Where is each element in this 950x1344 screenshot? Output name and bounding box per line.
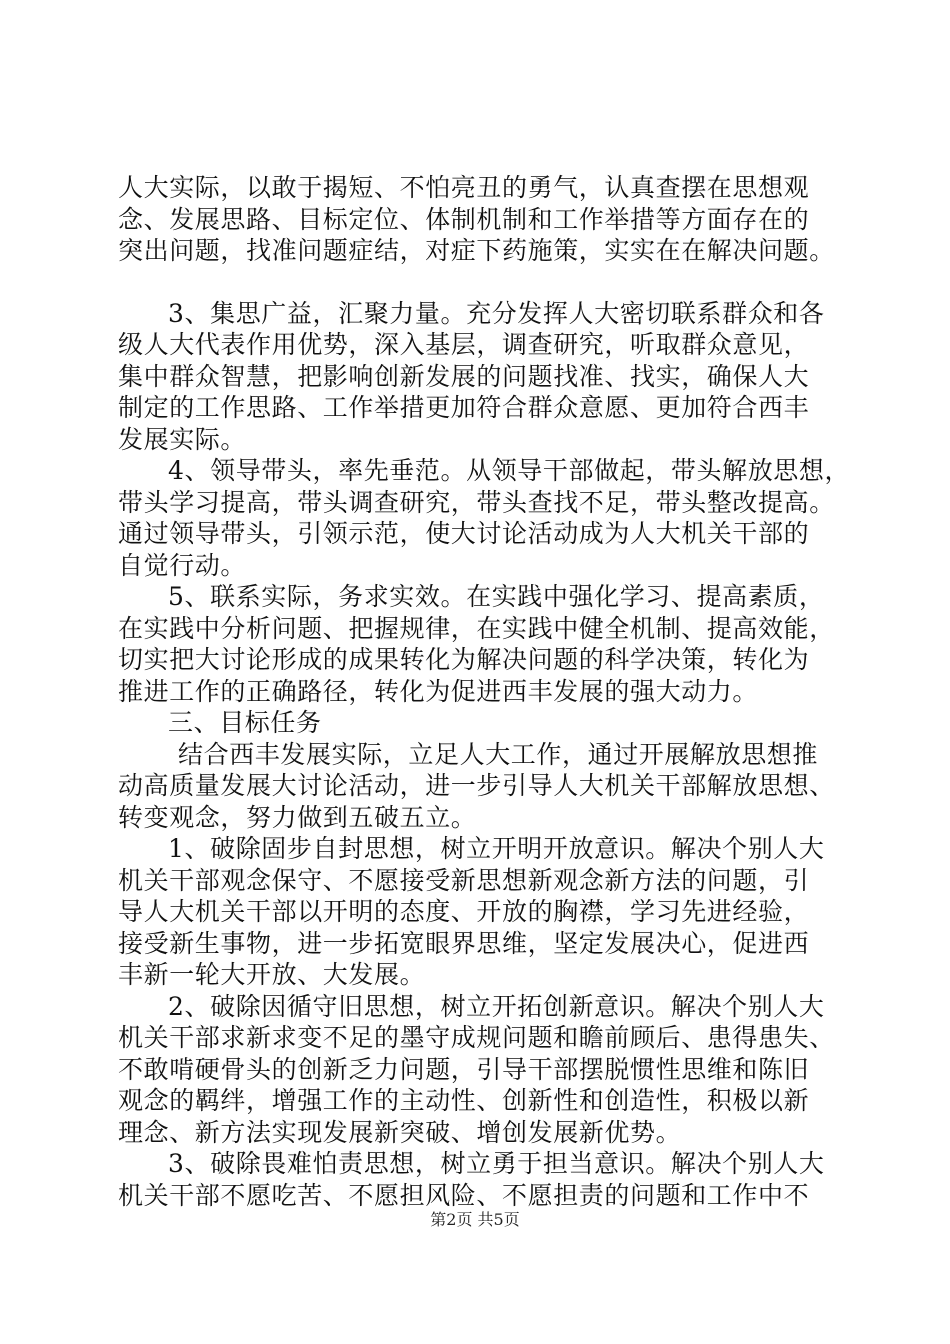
text-line: 接受新生事物，进一步拓宽眼界思维，坚定发展决心，促进西 [118,928,810,958]
text-line: 自觉行动。 [118,550,247,580]
text-line: 推进工作的正确路径，转化为促进西丰发展的强大动力。 [118,676,759,706]
text-line: 机关干部观念保守、不愿接受新思想新观念新方法的问题，引 [118,865,810,895]
text-line: 人大实际，以敢于揭短、不怕亮丑的勇气，认真查摆在思想观 [118,173,810,202]
text-line: 机关干部不愿吃苦、不愿担风险、不愿担责的问题和工作中不 [118,1180,810,1210]
text-line: 带头学习提高，带头调查研究，带头查找不足，带头整改提高。 [118,487,835,517]
text-line: 4、领导带头，率先垂范。从领导干部做起，带头解放思想， [168,456,851,485]
text-line: 观念的羁绊，增强工作的主动性、创新性和创造性，积极以新 [118,1086,810,1115]
text-line: 理念、新方法实现发展新突破、增创发展新优势。 [118,1117,682,1147]
text-line: 导人大机关干部以开明的态度、开放的胸襟，学习先进经验， [118,897,810,926]
text-line: 发展实际。 [118,424,247,454]
section-heading: 三、目标任务 [168,708,322,737]
text-line: 级人大代表作用优势，深入基层，调查研究，听取群众意见， [118,330,810,359]
text-line: 通过领导带头，引领示范，使大讨论活动成为人大机关干部的 [118,519,810,548]
text-line: 切实把大讨论形成的成果转化为解决问题的科学决策，转化为 [118,645,810,674]
text-line: 动高质量发展大讨论活动，进一步引导人大机关干部解放思想、 [118,771,835,800]
text-line: 不敢啃硬骨头的创新乏力问题，引导干部摆脱惯性思维和陈旧 [118,1054,810,1084]
paragraph-gap [118,267,858,298]
text-line: 转变观念，努力做到五破五立。 [118,802,477,832]
text-line: 丰新一轮大开放、大发展。 [118,960,426,989]
text-line: 集中群众智慧，把影响创新发展的问题找准、找实，确保人大 [118,361,810,391]
text-line: 机关干部求新求变不足的墨守成规问题和瞻前顾后、患得患失、 [118,1023,835,1052]
text-line: 突出问题，找准问题症结，对症下药施策，实实在在解决问题。 [118,236,835,265]
text-line: 3、破除畏难怕责思想，树立勇于担当意识。解决个别人大 [168,1149,825,1178]
text-line: 3、集思广益，汇聚力量。充分发挥人大密切联系群众和各 [168,298,825,328]
page-number-footer: 第2页 共5页 [430,1210,520,1229]
text-line: 5、联系实际，务求实效。在实践中强化学习、提高素质， [168,582,825,611]
text-line: 念、发展思路、目标定位、体制机制和工作举措等方面存在的 [118,204,810,234]
text-line: 制定的工作思路、工作举措更加符合群众意愿、更加符合西丰 [118,393,810,422]
text-line: 2、破除因循守旧思想，树立开拓创新意识。解决个别人大 [168,991,825,1021]
text-line: 结合西丰发展实际，立足人大工作，通过开展解放思想推 [178,739,819,769]
text-line: 1、破除固步自封思想，树立开明开放意识。解决个别人大 [168,834,825,863]
document-body [118,172,858,1211]
text-line: 在实践中分析问题、把握规律，在实践中健全机制、提高效能， [118,613,835,643]
